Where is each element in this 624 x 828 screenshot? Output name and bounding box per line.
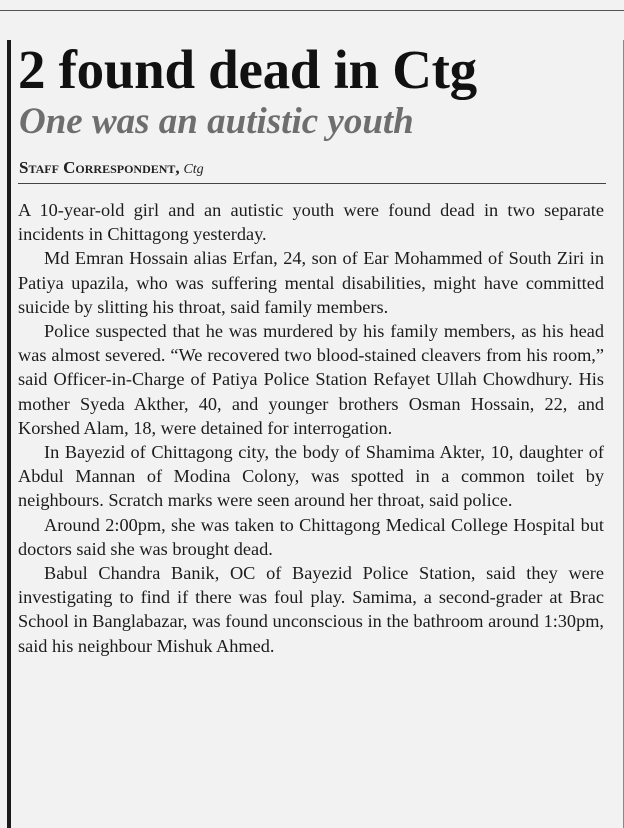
top-border-rule — [0, 10, 624, 11]
article-body — [18, 198, 604, 658]
subheadline: One was an autistic youth — [19, 101, 414, 142]
byline-divider — [18, 183, 606, 184]
byline-location: Ctg — [183, 162, 204, 177]
paragraph-6: Babul Chandra Banik, OC of Bayezid Police Station, said they were investigating to find if there was foul play. Samima, a second-grader at Brac School in Banglabazar, was found unconscious in the bathroom around 1:30pm, said his neighbour Mishuk Ahmed. — [18, 563, 604, 656]
byline — [19, 157, 204, 181]
byline-author: Staff Correspondent, — [19, 158, 180, 177]
paragraph-5: Around 2:00pm, she was taken to Chittagong Medical College Hospital but doctors said she was brought dead. — [18, 514, 604, 559]
paragraph-1: A 10-year-old girl and an autistic youth were found dead in two separate incidents in Chittagong yesterday. — [18, 200, 604, 245]
headline: 2 found dead in Ctg — [18, 39, 477, 100]
paragraph-2: Md Emran Hossain alias Erfan, 24, son of Ear Mohammed of South Ziri in Patiya upazila, who was suffering mental disabilities, might have committed suicide by slitting his throat, said family members. — [18, 248, 604, 317]
left-column-rule — [7, 40, 11, 828]
paragraph-3: Police suspected that he was murdered by his family members, as his head was almost severed. “We recovered two blood-stained cleavers from his room,” said Officer-in-Charge of Patiya Police Station Refayet Ullah Chowdhury. His mother Syeda Akther, 40, and younger brothers Osman Hossain, 22, and Korshed Alam, 18, were detained for interrogation. — [18, 321, 604, 438]
paragraph-4: In Bayezid of Chittagong city, the body of Shamima Akter, 10, daughter of Abdul Mannan of Modina Colony, was spotted in a common toilet by neighbours. Scratch marks were seen around her throat, said police. — [18, 442, 604, 511]
